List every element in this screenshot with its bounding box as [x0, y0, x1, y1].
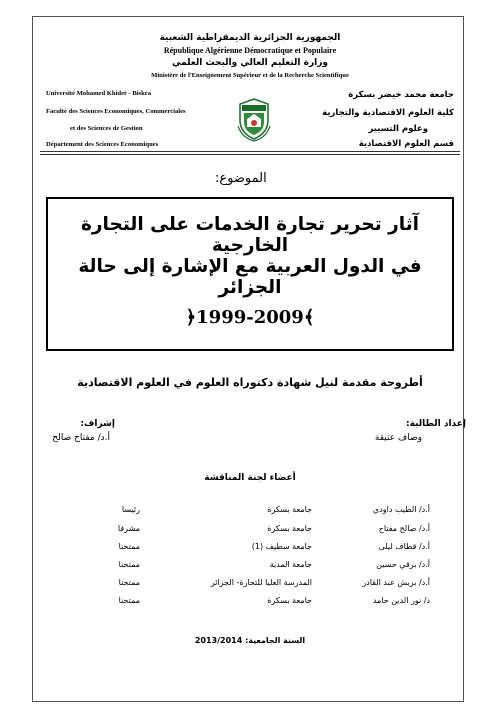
member-university: جامعة بسكرة	[267, 505, 312, 514]
member-name: د/ نور الدين حامد	[372, 596, 430, 605]
faculty-ar-line2: وعلوم التسيير	[368, 124, 428, 134]
supervisor-name: أ.د/ مفتاح صالح	[52, 433, 110, 443]
thesis-period: ﴿1999-2009﴾	[185, 307, 315, 328]
member-role: ممتحنا	[118, 578, 140, 587]
header-rule-bottom	[40, 154, 460, 155]
committee-title: أعضاء لجنة المناقشة	[204, 473, 296, 483]
department-fr: Département des Sciences Economiques	[46, 141, 159, 148]
member-university: جامعة بسكرة	[267, 524, 312, 533]
subject-label: الموضوع:	[215, 171, 267, 186]
member-role: ممتحنا	[118, 560, 140, 569]
thesis-title-line1: آثار تحرير تجارة الخدمات على التجارة الخارجية	[80, 214, 420, 256]
republic-fr: République Algérienne Démocratique et Populaire	[163, 46, 337, 55]
academic-year: السنة الجامعية: 2013/2014	[194, 636, 306, 645]
department-ar: قسم العلوم الاقتصادية	[358, 139, 454, 149]
member-name: أ.د/ بريش عبد القادر	[362, 578, 430, 587]
member-role: رئيسا	[121, 505, 140, 514]
faculty-ar-line1: كلية العلوم الاقتصادية والتجارية	[322, 108, 454, 118]
ministry-fr: Ministère de l'Enseignement Supérieur et de la Recherche Scientifique	[151, 72, 349, 79]
member-name: أ.د/ الطيب داودي	[372, 505, 430, 514]
member-university: جامعة سطيف (1)	[251, 542, 312, 551]
member-role: ممتحنا	[118, 542, 140, 551]
header-rule-top	[40, 151, 460, 152]
thesis-title-box	[46, 197, 454, 351]
member-role: ممتحنا	[118, 596, 140, 605]
member-name: أ.د/ صالح مفتاح	[378, 524, 430, 533]
thesis-title-line2: في الدول العربية مع الإشارة إلى حالة الجزائر	[78, 256, 422, 298]
faculty-fr-line1: Faculté des Sciences Economiques, Commerciales	[46, 108, 186, 115]
university-fr: Université Mohamed Khider - Biskra	[46, 90, 152, 97]
supervised-by-label: إشراف:	[80, 419, 115, 429]
republic-ar: الجمهورية الجزائرية الديمقراطية الشعبية	[159, 33, 341, 43]
university-logo	[233, 96, 275, 142]
ministry-ar: وزارة التعليم العالي والبحث العلمي	[171, 58, 329, 68]
degree-text: أطروحة مقدمة لنيل شهادة دكتوراه العلوم في العلوم الاقتصادية	[77, 376, 423, 389]
member-university: جامعة المدية	[269, 560, 312, 569]
prepared-by-label: إعداد الطالبة:	[406, 419, 466, 429]
member-name: أ.د/ برقي حسين	[376, 560, 430, 569]
member-university: جامعة بسكرة	[267, 596, 312, 605]
university-ar: جامعة محمد خيضر بسكرة	[348, 90, 454, 100]
member-name: أ.د/ قطاف ليلى	[378, 542, 430, 551]
member-role: مشرفا	[117, 524, 140, 533]
member-university: المدرسة العليا للتجارة- الجزائر	[210, 578, 312, 587]
student-name: وصاف عتيقة	[374, 433, 422, 443]
faculty-fr-line2: et des Sciences de Gestion	[70, 125, 143, 132]
